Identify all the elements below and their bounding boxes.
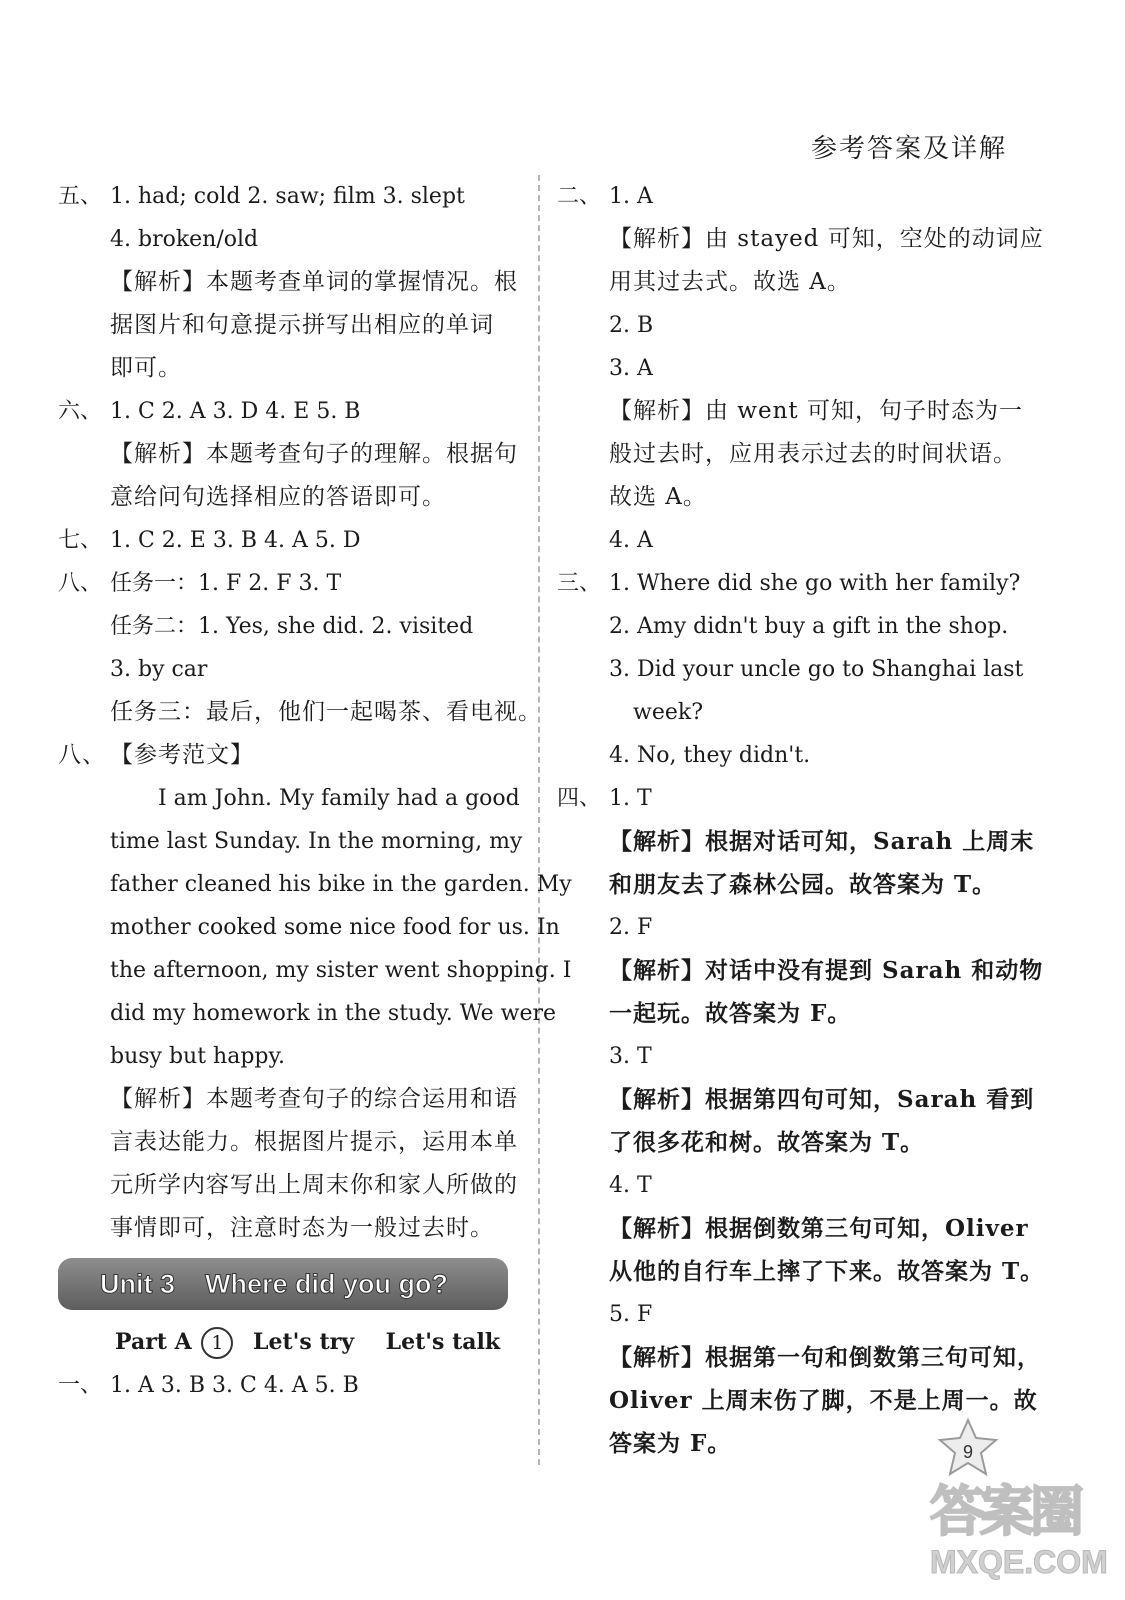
answer-line (557, 1293, 1027, 1336)
unit-title: Where did you go? (205, 1268, 449, 1299)
answer-line (58, 949, 572, 992)
answer-line (557, 1035, 1027, 1078)
answer-line (58, 906, 560, 949)
section-label: 八、 (58, 571, 103, 596)
answer-text: 言表达能力。根据图片提示，运用本单 (110, 1129, 518, 1155)
answer-text: 了很多花和树。故答案为 T。 (609, 1129, 925, 1156)
answer-text: 故选 A。 (609, 484, 707, 510)
answer-text: 5. F (609, 1302, 653, 1327)
section-label: 八、 (58, 742, 106, 768)
answer-line (58, 519, 528, 562)
unit-number: Unit 3 (100, 1268, 176, 1299)
answer-text: 从他的自行车上摔了下来。故答案为 T。 (609, 1258, 1045, 1285)
section-label: 五、 (58, 184, 103, 209)
answer-line (557, 519, 1027, 562)
answer-line (557, 1250, 1045, 1293)
answer-text: 【解析】本题考查句子的理解。根据句 (110, 441, 518, 467)
answer-line (557, 1078, 1035, 1121)
answer-line (58, 1035, 528, 1078)
answer-text: 事情即可，注意时态为一般过去时。 (110, 1215, 494, 1241)
answer-text: 1. C 2. E 3. B 4. A 5. D (110, 528, 361, 553)
answer-line (557, 175, 1027, 218)
answer-text: 【参考范文】 (110, 742, 254, 768)
answer-line (557, 734, 1027, 777)
answer-line (58, 476, 528, 519)
page-number-star (936, 1418, 1000, 1478)
watermark-en: MXQE.COM (930, 1544, 1108, 1580)
answer-text: 2. B (609, 313, 654, 338)
answer-line (58, 648, 528, 691)
answer-text: 【解析】本题考查句子的综合运用和语 (110, 1086, 518, 1112)
section-label: 二、 (557, 184, 602, 209)
answer-line (58, 820, 528, 863)
answer-line (58, 218, 528, 261)
answer-text: 答案为 F。 (609, 1430, 732, 1457)
answer-text: 【解析】根据倒数第三句可知，Oliver (609, 1215, 1029, 1242)
answer-line (557, 1121, 1027, 1164)
page-header: 参考答案及详解 (810, 134, 1007, 164)
section-label: 三、 (557, 571, 602, 596)
answer-text: 一起玩。故答案为 F。 (609, 1000, 852, 1027)
watermark-logo (930, 1480, 1115, 1590)
answer-line (58, 1207, 528, 1250)
answer-text: 3. by car (110, 657, 208, 682)
answer-line (557, 1379, 1038, 1422)
answer-text: 1. A 3. B 3. C 4. A 5. B (110, 1373, 359, 1398)
answer-text: 3. Did your uncle go to Shanghai last (609, 657, 1024, 682)
answer-text: 4. T (609, 1173, 652, 1198)
answer-text: 据图片和句意提示拼写出相应的单词 (110, 312, 494, 338)
answer-line (58, 1078, 528, 1121)
answer-line (557, 648, 1027, 691)
answer-text: father cleaned his bike in the garden. My (110, 872, 572, 897)
answer-text: 和朋友去了森林公园。故答案为 T。 (609, 871, 997, 898)
lets-try-label: Let's try (253, 1329, 354, 1355)
answer-text: 即可。 (110, 355, 182, 381)
answer-text: 般过去时，应用表示过去的时间状语。 (609, 441, 1017, 467)
answer-text: 元所学内容写出上周末你和家人所做的 (110, 1172, 518, 1198)
lets-talk-label: Let's talk (385, 1329, 501, 1355)
answer-text: 2. Amy didn't buy a gift in the shop. (609, 614, 1009, 639)
answer-text: 【解析】由 stayed 可知，空处的动词应 (609, 226, 1044, 252)
section-label: 六、 (58, 399, 103, 424)
answer-line (58, 992, 557, 1035)
answer-line (58, 863, 572, 906)
answer-line (58, 777, 528, 820)
answer-text: 【解析】根据对话可知，Sarah 上周末 (609, 828, 1035, 855)
answer-line (557, 691, 1027, 734)
answer-text: 3. T (609, 1044, 652, 1069)
answer-line (557, 1336, 1041, 1379)
answer-line (557, 1207, 1027, 1250)
answer-text: 【解析】根据第一句和倒数第三句可知， (609, 1344, 1041, 1371)
right-answer-lines (557, 175, 1045, 1465)
answer-text: busy but happy. (110, 1044, 286, 1069)
answer-text: 用其过去式。故选 A。 (609, 269, 851, 295)
answer-text: time last Sunday. In the morning, my (110, 829, 523, 854)
left-answer-lines (58, 175, 572, 1250)
section-label: 一、 (58, 1373, 103, 1398)
answer-line (58, 347, 528, 390)
answer-text: did my homework in the study. We were (110, 1001, 557, 1026)
part-label: Part A (115, 1329, 192, 1355)
answer-line (58, 390, 528, 433)
answer-text: week? (633, 700, 703, 725)
page-number: 9 (962, 1442, 974, 1462)
answer-text: 任务二：1. Yes, she did. 2. visited (110, 614, 474, 639)
answer-line (58, 433, 528, 476)
answer-line (557, 777, 1027, 820)
answer-line (58, 1364, 528, 1407)
answer-text: 1. T (609, 786, 652, 811)
answer-text: 【解析】根据第四句可知，Sarah 看到 (609, 1086, 1035, 1113)
answer-text: 4. broken/old (110, 227, 259, 252)
part-number-badge: 1 (201, 1327, 233, 1359)
answer-text: 【解析】由 went 可知，句子时态为一 (609, 398, 1023, 424)
answer-text: 【解析】对话中没有提到 Sarah 和动物 (609, 957, 1044, 984)
part-heading (58, 1320, 528, 1364)
answer-text: 意给问句选择相应的答语即可。 (110, 484, 446, 510)
answer-line (58, 734, 528, 777)
answer-line (58, 261, 528, 304)
answer-line (557, 820, 1035, 863)
answer-text: Oliver 上周末伤了脚，不是上周一。故 (609, 1387, 1038, 1414)
answer-line (58, 605, 528, 648)
answer-line (58, 175, 528, 218)
answer-text: 1. had; cold 2. saw; film 3. slept (110, 184, 465, 209)
answer-line (557, 304, 1027, 347)
answer-text: 1. A (609, 184, 653, 209)
answer-text: 1. C 2. A 3. D 4. E 5. B (110, 399, 361, 424)
answer-text: 1. Where did she go with her family? (609, 571, 1021, 596)
answer-line (58, 304, 528, 347)
answer-line (557, 949, 1044, 992)
answer-text: 2. F (609, 915, 653, 940)
answer-text: mother cooked some nice food for us. In (110, 915, 560, 940)
answer-line (557, 562, 1027, 605)
answer-line (557, 476, 1027, 519)
left-column (58, 175, 572, 1407)
section-label: 四、 (557, 786, 602, 811)
answer-line (557, 390, 1027, 433)
answer-line (58, 562, 528, 605)
answer-text: 4. A (609, 528, 653, 553)
answer-line (557, 605, 1027, 648)
answer-text: 4. No, they didn't. (609, 743, 811, 768)
answer-line (557, 863, 1027, 906)
right-column (557, 175, 1045, 1465)
column-divider (538, 175, 540, 1465)
answer-text: the afternoon, my sister went shopping. I (110, 958, 572, 983)
unit-banner (58, 1258, 508, 1310)
answer-text: I am John. My family had a good (158, 786, 520, 811)
watermark-cn: 答案圈 (930, 1482, 1080, 1542)
answer-text: 3. A (609, 356, 653, 381)
answer-line (58, 691, 542, 734)
answer-line (557, 433, 1027, 476)
answer-line (557, 347, 1027, 390)
answer-text: 任务一：1. F 2. F 3. T (110, 571, 342, 596)
section-label: 七、 (58, 528, 103, 553)
answer-line (58, 1164, 528, 1207)
answer-line (557, 261, 1027, 304)
answer-line (58, 1121, 528, 1164)
answer-line (557, 906, 1027, 949)
answer-line (557, 992, 1027, 1035)
answer-text: 【解析】本题考查单词的掌握情况。根 (110, 269, 518, 295)
answer-line (557, 1164, 1027, 1207)
answer-line (557, 218, 1044, 261)
answer-text: 任务三：最后，他们一起喝茶、看电视。 (110, 699, 542, 725)
